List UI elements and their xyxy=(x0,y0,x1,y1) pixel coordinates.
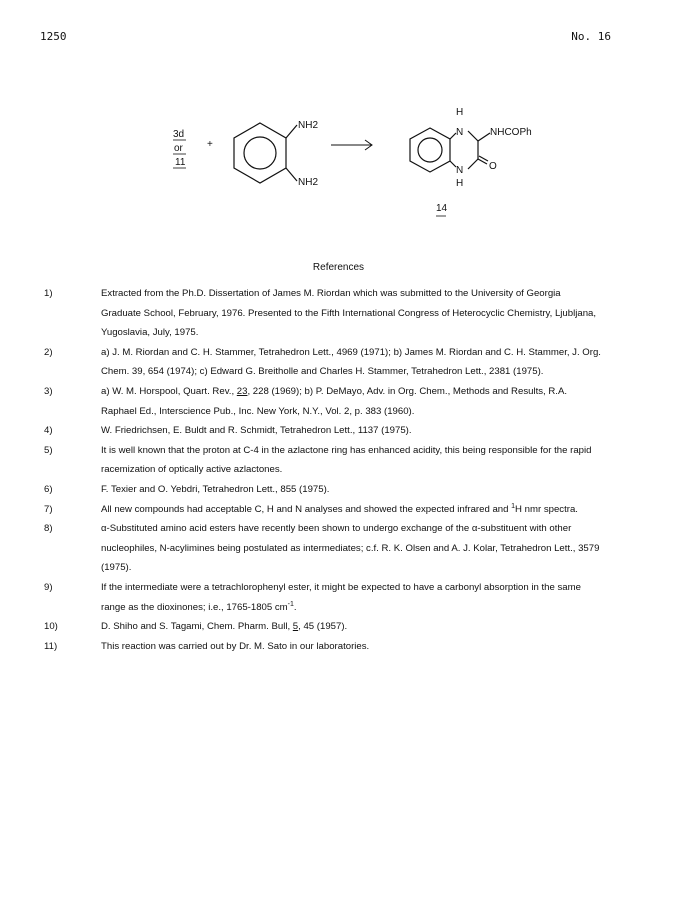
product-o-label: O xyxy=(489,161,497,172)
amine-bottom-label: NH2 xyxy=(298,177,319,188)
reference-text: Extracted from the Ph.D. Dissertation of James M. Riordan which was submitted to the University of Georgia Graduate School, February, 1976. Presented to the Fifth International Congress of Heterocyclic Chemistry, Ljubljana, Yugoslavia, July, 1975. xyxy=(101,288,597,339)
quinoxalinone-structure xyxy=(410,128,490,172)
product-h-bottom: H xyxy=(456,178,464,189)
superscript: 1 xyxy=(511,502,516,510)
reaction-arrow xyxy=(331,140,372,150)
reference-text: If the intermediate were a tetrachlorophenyl ester, it might be expected to have a carbonyl absorption in the same range as the dioxinones; i.e., 1765-1805 $cm^{-1}$. xyxy=(101,581,581,613)
plus-sign: + xyxy=(207,139,213,150)
reference-number: 3) xyxy=(44,385,53,397)
reference-text: a) J. M. Riordan and C. H. Stammer, Tetrahedron Lett., 4969 (1971); b) James M. Riordan and C. H. Stammer, J. Org. Chem. 39, 654 (1974); c) Edward G. Breitholle and Charles H. Stammer, Tetrahedron Lett., 2381 (1975). xyxy=(101,346,601,378)
reference-number: 5) xyxy=(44,444,53,456)
reference-list xyxy=(0,284,677,656)
reference-item xyxy=(0,519,677,578)
reference-text: D. Shiho and S. Tagami, Chem. Pharm. Bull, 5, 45 (1957). xyxy=(101,621,348,633)
reactant-11-label: 11 xyxy=(175,157,186,168)
reference-text: This reaction was carried out by Dr. M. Sato in our laboratories. xyxy=(101,640,370,652)
reference-text: W. Friedrichsen, E. Buldt and R. Schmidt, Tetrahedron Lett., 1137 (1975). xyxy=(101,425,412,437)
reference-number: 8) xyxy=(44,523,53,535)
reference-item xyxy=(0,480,677,500)
reference-item xyxy=(0,500,677,520)
reference-text: All new compounds had acceptable C, H and N analyses and showed the expected infrared and $^1$H nmr spectra. xyxy=(101,502,578,515)
superscript: -1 xyxy=(287,600,294,608)
reference-item xyxy=(0,441,677,480)
reference-item xyxy=(0,637,677,657)
volume-number: 5 xyxy=(292,621,299,633)
volume-number: 23 xyxy=(236,385,248,397)
reference-item xyxy=(0,343,677,382)
reference-number: 9) xyxy=(44,581,53,593)
reaction-scheme xyxy=(0,95,677,225)
or-label: or xyxy=(174,143,183,154)
diamine-structure xyxy=(234,123,297,183)
reference-number: 4) xyxy=(44,425,53,437)
issue-number: No. 16 xyxy=(571,30,611,43)
reference-number: 7) xyxy=(44,503,53,515)
reference-number: 11) xyxy=(44,640,58,652)
reference-item xyxy=(0,578,677,617)
reference-text: F. Texier and O. Yebdri, Tetrahedron Lett., 855 (1975). xyxy=(101,483,330,495)
reference-item xyxy=(0,382,677,421)
references-heading: References xyxy=(312,262,365,273)
product-h-top: H xyxy=(456,107,464,118)
product-substituent-label: NHCOPh xyxy=(490,127,532,138)
reference-item xyxy=(0,617,677,637)
page-number: 1250 xyxy=(40,30,67,43)
reference-item xyxy=(0,284,677,343)
reference-item xyxy=(0,421,677,441)
product-n-top: N xyxy=(456,127,464,138)
reference-number: 2) xyxy=(44,346,53,358)
reference-text: α-Substituted amino acid esters have recently been shown to undergo exchange of the α-substituent with other nucleophiles, N-acylimines being postulated as intermediates; c.f. R. K. Olsen and A. J. Kolar, Tetrahedron Lett., 3579 (1975). xyxy=(101,523,600,574)
reference-number: 1) xyxy=(44,288,53,299)
reference-text: a) W. M. Horspool, Quart. Rev., 23, 228 (1969); b) P. DeMayo, Adv. in Org. Chem., Methods and Results, R.A. Raphael Ed., Interscience Pub., Inc. New York, N.Y., Vol. 2, p. 383 (1960). xyxy=(101,385,568,417)
reference-text: It is well known that the proton at C-4 in the azlactone ring has enhanced acidity, this being responsible for the rapid racemization of optically active azlactones. xyxy=(101,444,592,476)
reference-number: 6) xyxy=(44,483,53,495)
product-n-bottom: N xyxy=(456,165,464,176)
reference-number: 10) xyxy=(44,621,58,633)
product-label: 14 xyxy=(436,203,448,214)
amine-top-label: NH2 xyxy=(298,120,319,131)
reactant-3d-label: 3d xyxy=(173,129,185,140)
